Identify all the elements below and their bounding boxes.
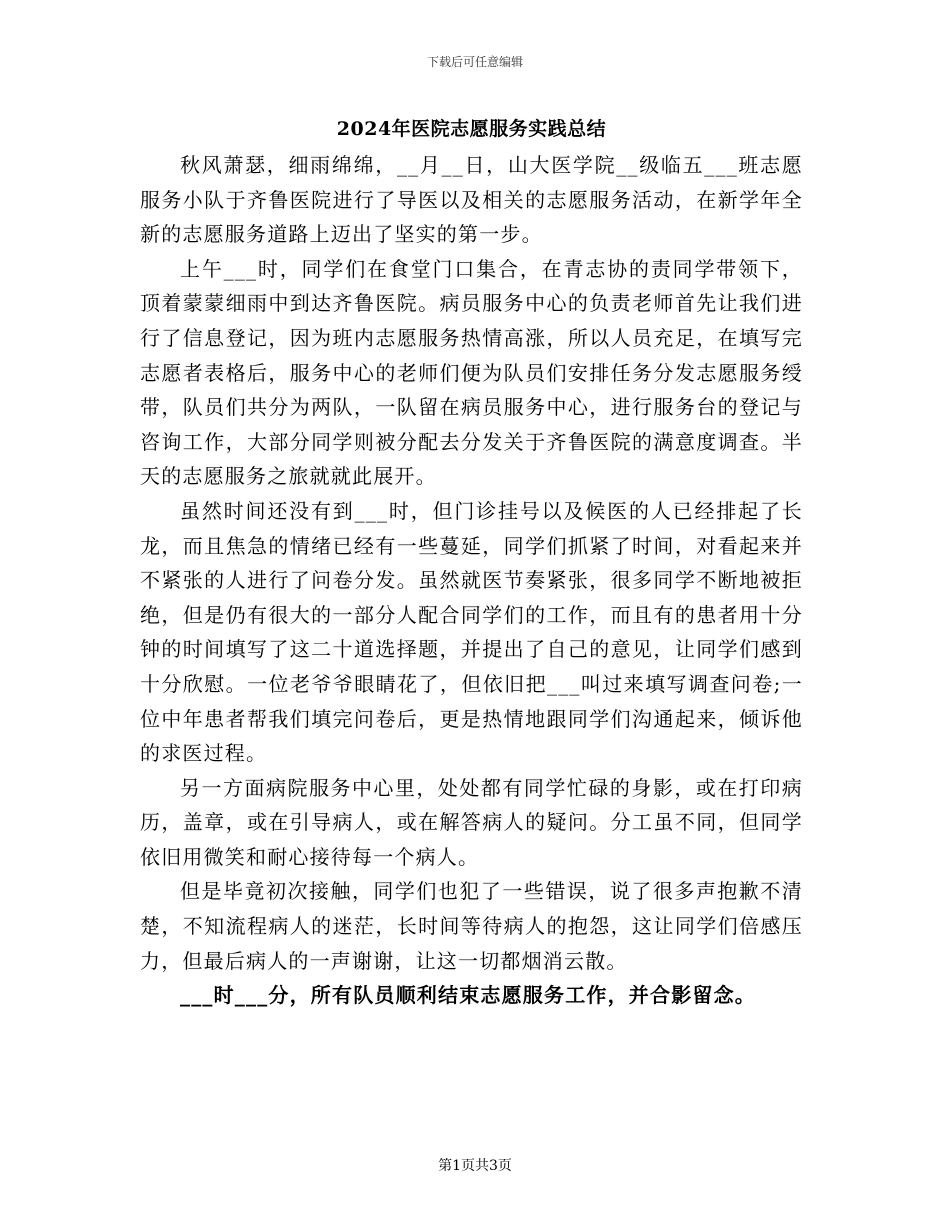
closing-line: ___时___分，所有队员顺利结束志愿服务工作，并合影留念。 — [180, 983, 756, 1008]
document-body — [140, 148, 803, 1013]
paragraph-4: 另一方面病院服务中心里，处处都有同学忙碌的身影，或在打印病历，盖章，或在引导病人，或在解答病人的疑问。分工虽不同，但同学依旧用微笑和耐心接待每一个病人。 — [140, 775, 803, 869]
paragraph-3: 虽然时间还没有到___时，但门诊挂号以及候医的人已经排起了长龙，而且焦急的情绪已经有一些蔓延，同学们抓紧了时间，对看起来并不紧张的人进行了问卷分发。虽然就医节奏紧张，很多同学不断地被拒绝，但是仍有很大的一部分人配合同学们的工作，而且有的患者用十分钟的时间填写了这二十道选择题，并提出了自己的意见，让同学们感到十分欣慰。一位老爷爷眼睛花了，但依旧把___叫过来填写调查问卷;一位中年患者帮我们填完问卷后，更是热情地跟同学们沟通起来，倾诉他的求医过程。 — [140, 498, 803, 766]
paragraph-2: 上午___时，同学们在食堂门口集合，在青志协的责同学带领下，顶着蒙蒙细雨中到达齐鲁医院。病员服务中心的负责老师首先让我们进行了信息登记，因为班内志愿服务热情高涨，所以人员充足，在填写完志愿者表格后，服务中心的老师们便为队员们安排任务分发志愿服务绶带，队员们共分为两队，一队留在病员服务中心，进行服务台的登记与咨询工作，大部分同学则被分配去分发关于齐鲁医院的满意度调查。半天的志愿服务之旅就就此展开。 — [140, 256, 803, 489]
paragraph-5: 但是毕竟初次接触，同学们也犯了一些错误，说了很多声抱歉不清楚，不知流程病人的迷茫，长时间等待病人的抱怨，这让同学们倍感压力，但最后病人的一声谢谢，让这一切都烟消云散。 — [140, 879, 803, 973]
paragraph-1: 秋风萧瑟，细雨绵绵，__月__日，山大医学院__级临五___班志愿服务小队于齐鲁医院进行了导医以及相关的志愿服务活动，在新学年全新的志愿服务道路上迈出了坚实的第一步。 — [140, 153, 803, 247]
download-note: 下载后可任意编辑 — [426, 55, 523, 69]
document-title: 2024年医院志愿服务实践总结 — [336, 118, 607, 140]
page-number: 第1页共3页 — [438, 1158, 512, 1174]
